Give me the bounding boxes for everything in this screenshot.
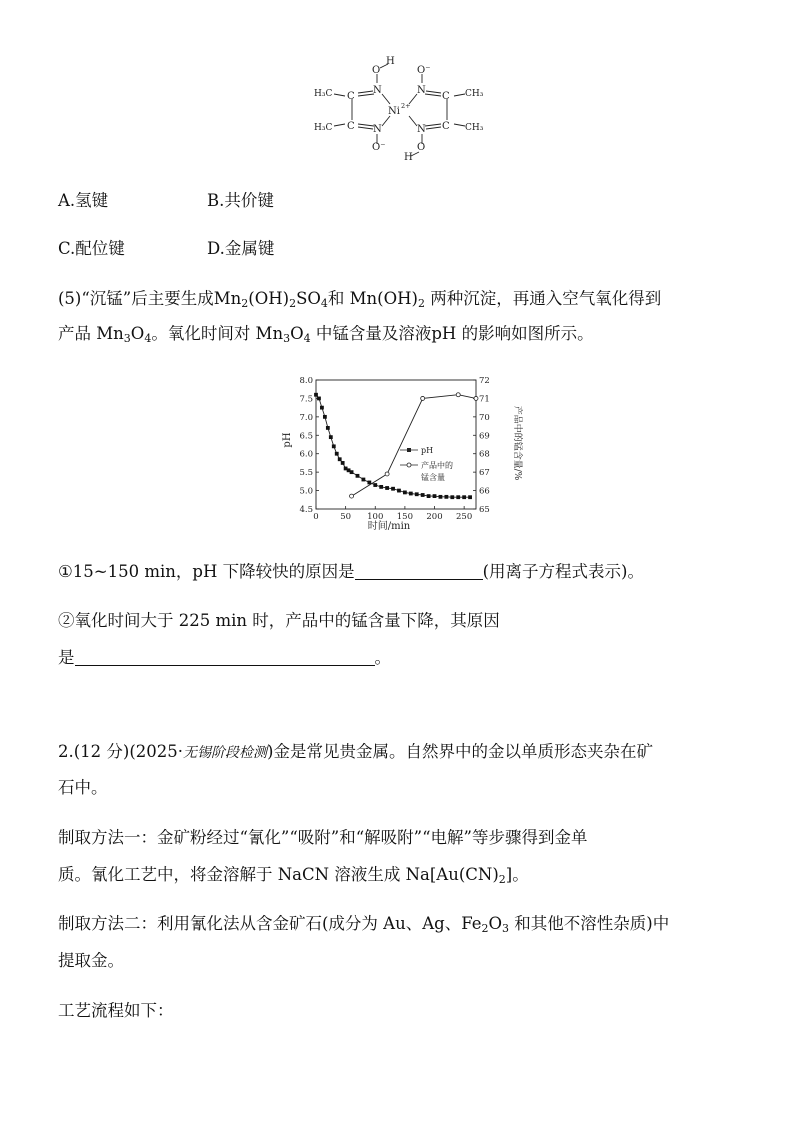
y-tick-label-right: 71 (479, 394, 490, 405)
ph-point (338, 457, 342, 461)
y-tick-label-right: 65 (479, 505, 490, 515)
ph-point (385, 486, 389, 490)
ph-point (450, 495, 454, 499)
x-tick-label: 250 (456, 512, 473, 522)
legend-mn-1: 产品中的 (421, 461, 453, 470)
option-c: C.配位键 (58, 239, 125, 258)
ph-point (314, 393, 318, 397)
answer-blank-1[interactable] (355, 563, 483, 580)
option-d: D.金属键 (207, 239, 275, 258)
ph-point (379, 485, 383, 489)
atom-c2: C (347, 121, 355, 132)
mn-point (474, 396, 478, 400)
q5-sub1: ①15~150 min，pH 下降较快的原因是 (用离子方程式表示)。 (58, 562, 644, 581)
ph-point (329, 435, 333, 439)
ph-point (362, 478, 366, 482)
y-tick-label-left: 4.5 (299, 505, 313, 515)
ph-point (433, 494, 437, 498)
x-tick-label: 50 (340, 512, 352, 522)
atom-o-top-right: O⁻ (417, 65, 431, 76)
ph-point (403, 491, 407, 495)
y-tick-label-left: 5.0 (299, 486, 313, 497)
q5-sub2-line-1: ②氧化时间大于 225 min 时，产品中的锰含量下降，其原因 (58, 611, 500, 630)
ph-point (317, 397, 321, 401)
q5-line-2: 产品 $Mn_3O_4$。氧化时间对 $Mn_3O_4$ 中锰含量及溶液pH 的影响如图所示。 (58, 324, 594, 345)
atom-n2: N (373, 124, 382, 135)
atom-o-bottom-left: O⁻ (372, 142, 386, 153)
ph-point (397, 489, 401, 493)
mn-point (456, 393, 460, 397)
y-tick-label-right: 72 (479, 376, 490, 386)
ph-point (320, 406, 324, 410)
legend-ph: pH (421, 446, 434, 455)
methyl-3: CH₃ (465, 89, 484, 99)
mn-point (421, 396, 425, 400)
methyl-1: H₃C (314, 89, 333, 99)
methyl-2: H₃C (314, 123, 333, 133)
ph-manganese-chart (276, 368, 526, 534)
mn-point (350, 494, 354, 498)
x-tick-label: 0 (313, 512, 319, 522)
y-tick-label-left: 6.0 (299, 449, 313, 460)
y-tick-label-right: 68 (479, 449, 490, 460)
ph-point (415, 492, 419, 496)
ph-point (332, 444, 336, 448)
q2-line-1: 2.(12 分)(2025·无锡阶段检测)金是常见贵金属。自然界中的金以单质形态夹杂在矿 (58, 742, 653, 761)
atom-c1: C (347, 91, 355, 102)
atom-n1: N (373, 85, 382, 96)
ph-point (391, 487, 395, 491)
q5-sub2-line-2: 是 。 (58, 648, 391, 667)
ph-point (456, 495, 460, 499)
chart-legend (400, 446, 453, 482)
q2-line-2: 石中。 (58, 778, 108, 797)
ph-point (468, 495, 472, 499)
q5-line-1: (5)“沉锰”后主要生成$Mn_2(OH)_2SO_4$和 $Mn(OH)_2$ 两种沉淀，再通入空气氧化得到 (58, 289, 662, 310)
ph-point (427, 494, 431, 498)
y-tick-label-left: 7.0 (299, 412, 313, 423)
y-axis-label-left: pH (282, 432, 293, 448)
ph-point (323, 415, 327, 419)
atom-o-top: O (372, 65, 381, 76)
q2-flow-label: 工艺流程如下： (58, 1001, 174, 1020)
q2-source: 无锡阶段检测 (183, 745, 268, 761)
atom-o-bottom-right: O (417, 142, 426, 153)
nickel-complex-structure (300, 52, 500, 164)
ph-point (462, 495, 466, 499)
y-tick-label-right: 67 (479, 468, 490, 479)
methyl-4: CH₃ (465, 123, 484, 133)
y-tick-label-right: 69 (479, 431, 490, 442)
q2-method2-line-2: 提取金。 (58, 951, 124, 970)
y-tick-label-right: 70 (479, 412, 490, 423)
ph-point (356, 474, 360, 478)
ph-point (341, 461, 345, 465)
q2-method2-line-1: 制取方法二：利用氰化法从含金矿石(成分为 Au、Ag、$Fe_2O_3$ 和其他不溶性杂质)中 (58, 914, 670, 935)
y-tick-label-right: 66 (479, 486, 490, 497)
atom-c3: C (442, 91, 450, 102)
atom-h-top: H (386, 56, 395, 67)
atom-n4: N (417, 124, 426, 135)
answer-blank-2[interactable] (75, 649, 375, 666)
y-tick-label-left: 6.5 (299, 431, 313, 442)
option-a: A.氢键 (58, 191, 109, 210)
atom-n3: N (417, 85, 426, 96)
y-axis-label-right: 产品中的锰含量/% (512, 405, 522, 481)
ph-point (421, 493, 425, 497)
atom-c4: C (442, 121, 450, 132)
x-tick-label: 100 (367, 512, 384, 522)
y-tick-label-left: 8.0 (299, 376, 313, 386)
atom-h-bottom: H (404, 152, 413, 163)
mn-point (385, 472, 389, 476)
ph-point (439, 495, 443, 499)
ph-point (335, 452, 339, 456)
y-tick-label-left: 7.5 (299, 394, 313, 405)
ph-point (373, 483, 377, 487)
q2-method1-line-1: 制取方法一：金矿粉经过“氰化”“吸附”和“解吸附”“电解”等步骤得到金单 (58, 828, 588, 847)
legend-mn-2: 锰含量 (421, 473, 445, 482)
x-tick-label: 150 (396, 512, 414, 522)
ph-point (409, 492, 413, 496)
atom-ni: Ni (388, 106, 400, 117)
ph-point (350, 470, 354, 474)
y-tick-label-left: 5.5 (299, 468, 313, 479)
ph-point (326, 426, 330, 430)
q2-method1-line-2: 质。氰化工艺中，将金溶解于 NaCN 溶液生成 $Na[Au(CN)_2]$。 (58, 865, 529, 886)
x-tick-label: 200 (426, 512, 443, 522)
ph-point (444, 495, 448, 499)
x-axis-label: 时间/min (367, 521, 411, 532)
ni-charge: 2+ (401, 102, 411, 110)
series-line-0 (316, 395, 470, 498)
option-b: B.共价键 (207, 191, 274, 210)
